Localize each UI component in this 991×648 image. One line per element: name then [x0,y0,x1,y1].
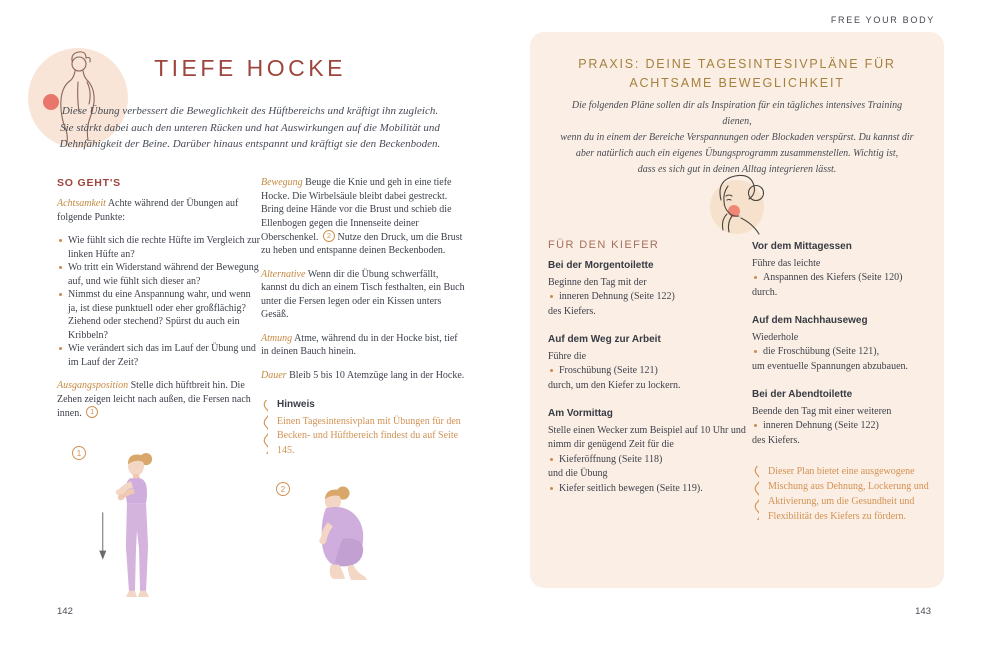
checklist-item: Wie fühlt sich die rechte Hüfte im Vergleich zur linken Hüfte an? [57,234,261,261]
plan-line: Führe die [548,350,587,362]
plan-heading: Bei der Abendtoilette [752,389,853,400]
bewegung-paragraph [261,176,465,258]
checklist [57,234,261,369]
paragraph-label: Ausgangsposition [57,380,129,392]
plan-heading: Auf dem Weg zur Arbeit [548,334,661,345]
atmung-paragraph [261,332,465,359]
plan-note-text: Dieser Plan bietet eine ausgewogene Mischung aus Dehnung, Lockerung und Aktivierung, um die Gesundheit und Flexibilität des Kiefers zu fördern. [768,466,929,522]
plan-exercise-item: die Froschübung (Seite 121), [752,345,938,360]
praxis-title-line: ACHTSAME BEWEGLICHKEIT [629,76,845,91]
deep-squat-illustration [294,480,396,586]
plan-line: Beginne den Tag mit der [548,276,647,288]
figure-2-label: 2 [276,482,290,496]
plan-line: Wiederhole [752,331,799,343]
plan-column-1 [548,259,748,510]
page-number-right: 143 [915,606,931,617]
paragraph-text: Atme, während du in der Hocke bist, tief in deinen Bauch hinein. [261,332,458,358]
running-title: FREE YOUR BODY [830,15,935,25]
intro-line: Diese Übung verbessert die Beweglichkeit des Hüftbereichs und kräftigt ihn zugleich. [61,105,439,117]
plan-block-abendtoilette [752,388,938,448]
paragraph-label: Achtsamkeit [57,198,106,210]
intro-line: Sie stärkt dabei auch den unteren Rücken und hat Auswirkungen auf die Mobilität und [60,121,440,134]
plan-line: des Kiefers. [752,434,800,446]
praxis-title-line: PRAXIS: DEINE TAGESINTESIVPLÄNE FÜR [578,57,896,71]
kiefer-section-heading: FÜR DEN KIEFER [548,239,660,251]
plan-block-morgentoilette [548,259,748,319]
achtsamkeit-paragraph [57,197,261,224]
plan-exercise-item: Anspannen des Kiefers (Seite 120) [752,271,938,286]
dauer-paragraph [261,369,465,383]
wavy-line-decoration [261,400,268,454]
intro-line: aber natürlich auch ein eigenes Übungsprogramm zusammenstellen. Wichtig ist, [575,148,899,159]
plan-exercise-item: Froschübung (Seite 121) [548,364,748,379]
hinweis-text: Einen Tagesintensivplan mit Übungen für den Becken- und Hüftbereich findest du auf Seite 145. [277,415,461,456]
plan-block-mittagessen [752,240,938,300]
page-title: TIEFE HOCKE [154,55,346,81]
section-heading: SO GEHT'S [57,177,121,189]
ausgangsposition-paragraph [57,379,261,420]
plan-heading: Vor dem Mittagessen [752,241,852,252]
woman-jaw-highlight-icon [699,166,775,242]
plan-line: durch, um den Kiefer zu lockern. [548,379,681,391]
paragraph-text: Achte während der Übungen auf folgende Punkte: [57,198,239,223]
checklist-item: Nimmst du eine Anspannung wahr, und wenn ja, ist diese punktuell oder eher großflächig? Ziehend oder stechend? Spürst du auch ein Kribbeln? [57,288,261,342]
plan-block-vormittag [548,407,748,496]
plan-line: und die Übung [548,468,608,479]
checklist-item: Wo tritt ein Widerstand während der Bewegung auf, und wie fühlt sich dieser an? [57,261,261,288]
plan-exercise-item: Kieferöffnung (Seite 118) [548,453,748,468]
figure-1-label: 1 [72,446,86,460]
paragraph-label: Dauer [261,369,287,381]
intro-line: Die folgenden Pläne sollen dir als Inspiration für ein tägliches intensives Training dienen, [571,100,903,127]
right-column [261,176,465,458]
plan-exercise-item: inneren Dehnung (Seite 122) [752,419,938,434]
wavy-line-decoration [752,466,759,520]
intro-line: wenn du in einem der Bereiche Verspannungen oder Blockaden verspürst. Du kannst dir [560,132,914,143]
alternative-paragraph [261,268,465,322]
plan-column-2 [752,240,938,462]
plan-line: durch. [752,286,778,298]
page-number-left: 142 [57,606,73,617]
plan-block-nachhauseweg [752,314,938,374]
paragraph-label: Bewegung [261,177,303,188]
plan-exercise-item: inneren Dehnung (Seite 122) [548,290,748,305]
figure-reference-1: 1 [86,406,98,418]
left-column [57,176,261,431]
paragraph-text: Wenn dir die Übung schwerfällt, kannst du dich an einem Tisch festhalten, ein Buch unter die Fersen legen oder ein Kissen unters Gesäß. [261,268,465,321]
plan-heading: Am Vormittag [548,408,613,419]
figure-reference-2: 2 [323,230,335,242]
praxis-panel [530,32,944,588]
plan-line: Beende den Tag mit einer weiteren [752,405,892,417]
plan-heading: Bei der Morgentoilette [548,260,654,271]
plan-block-weg-zur-arbeit [548,333,748,393]
praxis-title [530,55,944,94]
hinweis-box [261,398,465,458]
paragraph-label: Alternative [261,268,306,280]
paragraph-label: Atmung [261,332,293,344]
plan-note [752,464,944,524]
intro-line: dass es sich gut in deinen Alltag integrieren lässt. [637,164,837,175]
plan-heading: Auf dem Nachhauseweg [752,315,868,326]
paragraph-text: Nutze den Druck, um die Brust zu heben und entspanne deinen Beckenboden. [261,231,463,257]
plan-line: um eventuelle Spannungen abzubauen. [752,360,909,372]
hinweis-heading: Hinweis [277,399,315,411]
standing-start-position-illustration [88,448,190,601]
plan-line: Führe das leichte [752,257,821,269]
paragraph-text: Stelle dich hüftbreit hin. Die Zehen zeigen leicht nach außen, die Fersen nach innen. [57,380,251,420]
paragraph-text: Beuge die Knie und geh in eine tiefe Hocke. Die Wirbelsäule bleibt dabei gestreckt. Bring deine Hände vor die Brust und schieb die Ellenbogen gegen die Innenseite deiner Oberschenkel. [261,177,452,243]
intro-line: Dehnfähigkeit der Beine. Darüber hinaus entspannt und kräftigt sie den Beckenboden. [59,138,441,150]
plan-line: des Kiefers. [548,305,596,317]
plan-exercise-item: Kiefer seitlich bewegen (Seite 119). [548,482,748,497]
plan-line: Stelle einen Wecker zum Beispiel auf 10 Uhr und nimm dir genügend Zeit für die [548,424,746,450]
paragraph-text: Bleib 5 bis 10 Atemzüge lang in der Hocke. [289,369,465,381]
exercise-intro [38,103,462,153]
downward-arrow-icon [99,512,106,559]
checklist-item: Wie verändert sich das im Lauf der Übung und im Lauf der Zeit? [57,342,261,369]
